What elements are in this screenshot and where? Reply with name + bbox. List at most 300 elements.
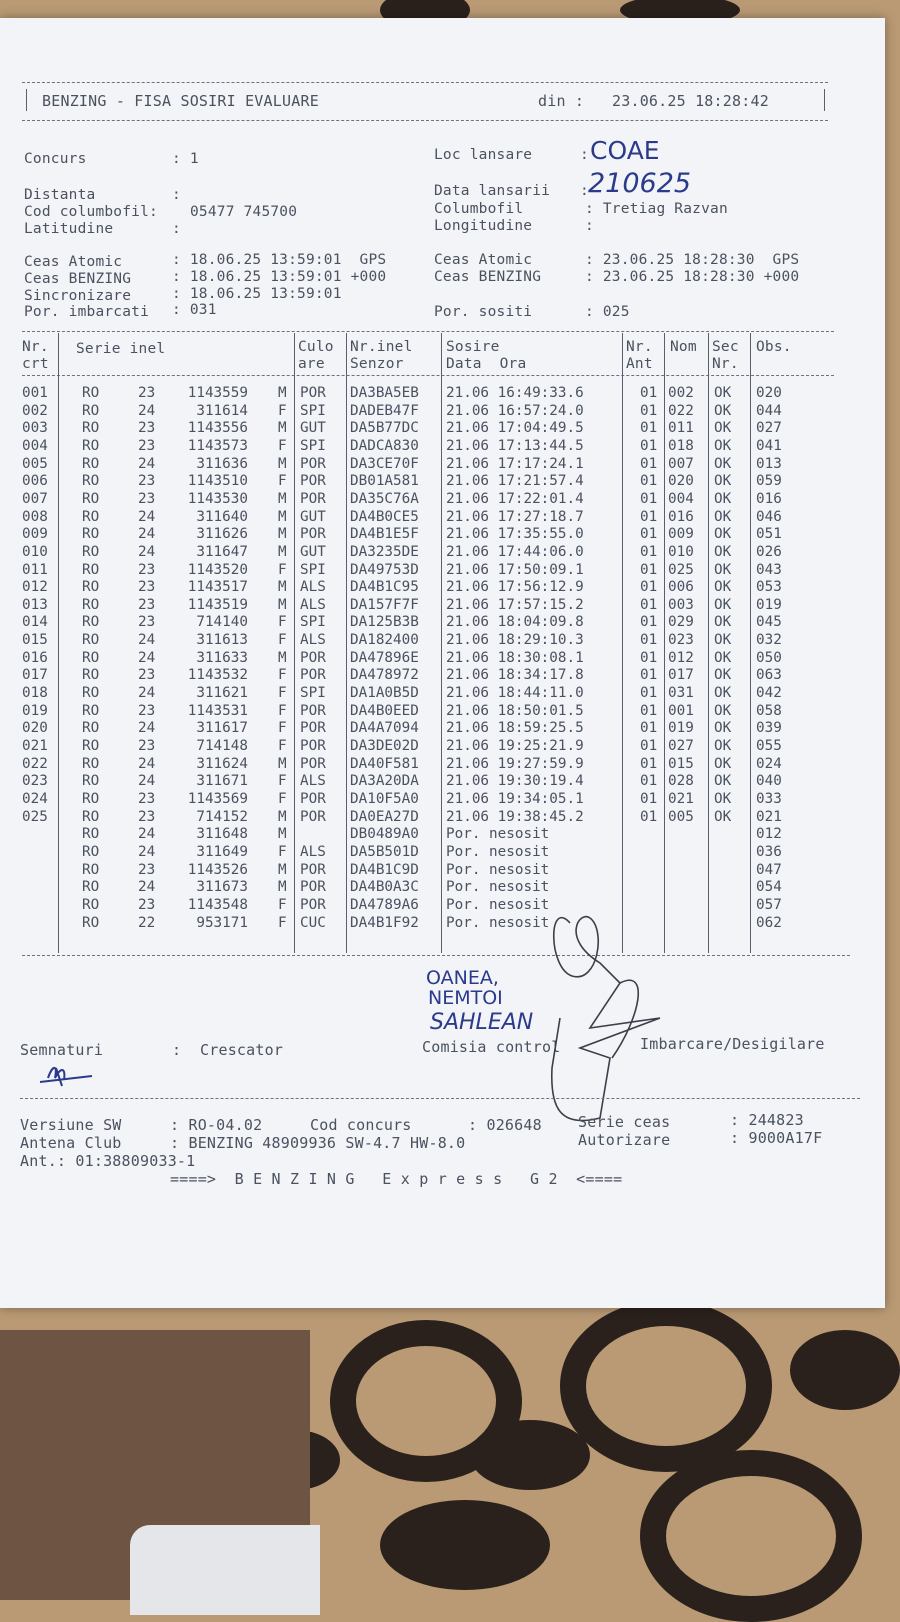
row-sosire: Por. nesosit — [446, 879, 550, 896]
row-tara: RO — [82, 596, 100, 613]
row-an: 24 — [138, 720, 156, 737]
row-sec: OK — [714, 420, 732, 437]
row-ant: 01 — [640, 614, 658, 631]
crescator-label: Crescator — [200, 1041, 284, 1059]
row-an: 23 — [138, 385, 156, 401]
row-senzor: DA5B77DC — [350, 420, 419, 437]
row-nom: 003 — [668, 596, 694, 613]
row-ant: 01 — [640, 385, 658, 401]
row-obs: 040 — [756, 773, 782, 790]
row-tara: RO — [82, 614, 100, 631]
row-sosire: 21.06 18:29:10.3 — [446, 632, 584, 649]
row-ant: 01 — [640, 561, 658, 578]
row-sosire: 21.06 18:59:25.5 — [446, 720, 584, 737]
row-sosire: 21.06 17:04:49.5 — [446, 420, 584, 437]
row-obs: 053 — [756, 579, 782, 596]
row-ant: 01 — [640, 437, 658, 454]
row-sosire: 21.06 17:21:57.4 — [446, 473, 584, 490]
col-senzor-header-2: Senzor — [350, 356, 404, 372]
row-culoare: CUC — [300, 914, 326, 931]
col-culoare-header-2: are — [298, 356, 325, 372]
row-inel: 311617 — [196, 720, 248, 737]
row-inel: 714140 — [196, 614, 248, 631]
loc-lansare-label: Loc lansare — [434, 147, 533, 163]
row-senzor: DA4789A6 — [350, 896, 419, 913]
row-nr: 003 — [22, 420, 48, 437]
row-tara: RO — [82, 808, 100, 825]
row-an: 24 — [138, 632, 156, 649]
row-senzor: DA125B3B — [350, 614, 419, 631]
row-nr: 025 — [22, 808, 48, 825]
row-nr: 021 — [22, 738, 48, 754]
row-nr: 016 — [22, 649, 48, 666]
col-nr-inel-header-1: Nr.inel — [350, 339, 413, 355]
row-an: 23 — [138, 490, 156, 507]
row-sec: OK — [714, 455, 732, 472]
row-an: 23 — [138, 790, 156, 807]
row-inel: 714148 — [196, 738, 248, 754]
row-tara: RO — [82, 385, 100, 401]
row-an: 24 — [138, 402, 156, 419]
row-obs: 041 — [756, 437, 782, 454]
row-sosire: 21.06 18:34:17.8 — [446, 667, 584, 684]
row-ant: 01 — [640, 596, 658, 613]
col-sec-nr-header-1: Sec — [712, 339, 739, 355]
row-sec: OK — [714, 667, 732, 684]
row-tara: RO — [82, 579, 100, 596]
row-sec: OK — [714, 526, 732, 543]
row-sec: OK — [714, 543, 732, 560]
row-sosire: Por. nesosit — [446, 861, 550, 878]
longitudine-label: Longitudine — [434, 218, 533, 234]
row-senzor: DADEB47F — [350, 402, 419, 419]
sincronizare-label: Sincronizare — [24, 288, 132, 304]
row-sex: M — [278, 826, 287, 843]
row-nom: 023 — [668, 632, 694, 649]
row-sosire: 21.06 17:57:15.2 — [446, 596, 584, 613]
row-inel: 1143510 — [187, 473, 248, 490]
row-culoare: POR — [300, 879, 326, 896]
row-sec: OK — [714, 702, 732, 719]
row-nr: 010 — [22, 543, 48, 560]
row-culoare: POR — [300, 473, 326, 490]
row-ant: 01 — [640, 649, 658, 666]
semnaturi-colon: : — [172, 1041, 182, 1059]
row-sosire: Por. nesosit — [446, 843, 550, 860]
row-ant: 01 — [640, 790, 658, 807]
row-senzor: DA35C76A — [350, 490, 419, 507]
row-tara: RO — [82, 720, 100, 737]
row-sosire: 21.06 19:25:21.9 — [446, 738, 584, 754]
row-senzor: DA49753D — [350, 561, 419, 578]
row-obs: 058 — [756, 702, 782, 719]
row-nom: 017 — [668, 667, 694, 684]
col-serie-inel-header: Serie inel — [76, 341, 166, 357]
row-nr: 001 — [22, 385, 48, 401]
row-sex: M — [278, 508, 287, 525]
row-sec: OK — [714, 649, 732, 666]
row-ant: 01 — [640, 455, 658, 472]
row-sec: OK — [714, 738, 732, 754]
row-sosire: 21.06 19:34:05.1 — [446, 790, 584, 807]
cod-concurs-label: Cod concurs — [310, 1116, 412, 1134]
row-tara: RO — [82, 473, 100, 490]
row-inel: 311633 — [196, 649, 248, 666]
row-an: 24 — [138, 826, 156, 843]
row-senzor: DA3CE70F — [350, 455, 419, 472]
row-an: 24 — [138, 685, 156, 702]
row-obs: 021 — [756, 808, 782, 825]
row-nr: 015 — [22, 632, 48, 649]
row-sosire: 21.06 17:27:18.7 — [446, 508, 584, 525]
row-senzor: DA3BA5EB — [350, 385, 419, 401]
row-sex: F — [278, 843, 287, 860]
row-tara: RO — [82, 914, 100, 931]
row-nom: 010 — [668, 543, 694, 560]
serie-ceas-label: Serie ceas — [578, 1113, 671, 1131]
date-label: din : — [538, 92, 585, 110]
row-an: 23 — [138, 614, 156, 631]
print-timestamp: 23.06.25 18:28:42 — [612, 92, 769, 110]
row-sosire: 21.06 17:56:12.9 — [446, 579, 584, 596]
row-an: 23 — [138, 861, 156, 878]
row-culoare: POR — [300, 896, 326, 913]
row-inel: 311624 — [196, 755, 248, 772]
row-nom: 031 — [668, 685, 694, 702]
row-nr: 009 — [22, 526, 48, 543]
col-sosire-header-1: Sosire — [446, 339, 500, 355]
por-sositi-label: Por. sositi — [434, 304, 533, 320]
row-an: 24 — [138, 755, 156, 772]
row-nr: 017 — [22, 667, 48, 684]
row-inel: 1143520 — [187, 561, 248, 578]
row-sosire: 21.06 18:50:01.5 — [446, 702, 584, 719]
row-sex: F — [278, 402, 287, 419]
row-an: 24 — [138, 879, 156, 896]
row-sosire: 21.06 16:57:24.0 — [446, 402, 584, 419]
antena-club-value: : BENZING 48909936 SW-4.7 HW-8.0 — [170, 1134, 466, 1152]
row-nr: 024 — [22, 790, 48, 807]
ceas-benzing-start-label: Ceas BENZING — [24, 271, 132, 287]
row-obs: 027 — [756, 420, 782, 437]
row-culoare: POR — [300, 667, 326, 684]
row-sec: OK — [714, 632, 732, 649]
ceas-benzing-start-value: : 18.06.25 13:59:01 +000 — [172, 269, 387, 285]
row-nom: 021 — [668, 790, 694, 807]
row-senzor: DA3DE02D — [350, 738, 419, 754]
row-obs: 054 — [756, 879, 782, 896]
row-an: 23 — [138, 896, 156, 913]
row-nr: 007 — [22, 490, 48, 507]
row-inel: 311648 — [196, 826, 248, 843]
row-senzor: DA5B501D — [350, 843, 419, 860]
row-inel: 311671 — [196, 773, 248, 790]
row-sosire: Por. nesosit — [446, 896, 550, 913]
row-tara: RO — [82, 649, 100, 666]
row-inel: 1143517 — [187, 579, 248, 596]
row-sex: M — [278, 385, 287, 401]
row-obs: 062 — [756, 914, 782, 931]
row-senzor: DB01A581 — [350, 473, 419, 490]
row-obs: 059 — [756, 473, 782, 490]
row-tara: RO — [82, 543, 100, 560]
row-an: 23 — [138, 702, 156, 719]
row-sex: M — [278, 579, 287, 596]
row-culoare: ALS — [300, 773, 326, 790]
row-inel: 311673 — [196, 879, 248, 896]
row-senzor: DA4A7094 — [350, 720, 419, 737]
row-an: 24 — [138, 773, 156, 790]
row-inel: 1143530 — [187, 490, 248, 507]
row-tara: RO — [82, 896, 100, 913]
row-obs: 051 — [756, 526, 782, 543]
row-senzor: DA40F581 — [350, 755, 419, 772]
row-sex: F — [278, 896, 287, 913]
col-culoare-header-1: Culo — [298, 339, 334, 355]
row-nom: 012 — [668, 649, 694, 666]
row-obs: 033 — [756, 790, 782, 807]
row-senzor: DA10F5A0 — [350, 790, 419, 807]
row-sex: F — [278, 720, 287, 737]
row-an: 24 — [138, 508, 156, 525]
row-nr: 013 — [22, 596, 48, 613]
footer-border — [20, 1098, 860, 1099]
row-culoare: POR — [300, 720, 326, 737]
row-sex: M — [278, 755, 287, 772]
row-senzor: DA4B1E5F — [350, 526, 419, 543]
col-nom-header: Nom — [670, 339, 697, 355]
ceas-atomic-start-value: : 18.06.25 13:59:01 GPS — [172, 252, 387, 268]
row-senzor: DB0489A0 — [350, 826, 419, 843]
row-sex: F — [278, 738, 287, 754]
row-sex: M — [278, 490, 287, 507]
row-nom: 002 — [668, 385, 694, 401]
row-nr: 023 — [22, 773, 48, 790]
row-culoare: POR — [300, 490, 326, 507]
row-ant: 01 — [640, 808, 658, 825]
row-nr: 005 — [22, 455, 48, 472]
row-obs: 032 — [756, 632, 782, 649]
row-tara: RO — [82, 843, 100, 860]
row-obs: 043 — [756, 561, 782, 578]
row-nom: 007 — [668, 455, 694, 472]
row-culoare: SPI — [300, 437, 326, 454]
row-senzor: DA3235DE — [350, 543, 419, 560]
row-senzor: DA157F7F — [350, 596, 419, 613]
row-ant: 01 — [640, 755, 658, 772]
row-obs: 013 — [756, 455, 782, 472]
row-obs: 012 — [756, 826, 782, 843]
antena-id: Ant.: 01:38809033-1 — [20, 1152, 196, 1170]
row-sosire: 21.06 17:22:01.4 — [446, 490, 584, 507]
col-obs-header: Obs. — [756, 339, 792, 355]
row-an: 24 — [138, 649, 156, 666]
row-obs: 039 — [756, 720, 782, 737]
antena-club-label: Antena Club — [20, 1134, 122, 1152]
row-obs: 020 — [756, 385, 782, 401]
row-tara: RO — [82, 508, 100, 525]
row-an: 23 — [138, 596, 156, 613]
row-obs: 047 — [756, 861, 782, 878]
row-culoare: ALS — [300, 579, 326, 596]
row-tara: RO — [82, 790, 100, 807]
row-inel: 1143526 — [187, 861, 248, 878]
row-sec: OK — [714, 579, 732, 596]
ceas-atomic-start-label: Ceas Atomic — [24, 254, 123, 270]
row-nom: 001 — [668, 702, 694, 719]
row-sec: OK — [714, 685, 732, 702]
row-sex: F — [278, 914, 287, 931]
row-culoare: POR — [300, 385, 326, 401]
row-sec: OK — [714, 614, 732, 631]
row-obs: 026 — [756, 543, 782, 560]
distanta-label: Distanta — [24, 187, 96, 203]
row-sex: F — [278, 632, 287, 649]
row-culoare: POR — [300, 455, 326, 472]
row-tara: RO — [82, 490, 100, 507]
row-an: 24 — [138, 526, 156, 543]
row-sosire: Por. nesosit — [446, 914, 550, 931]
row-senzor: DA4B0EED — [350, 702, 419, 719]
shirt-cuff — [130, 1525, 320, 1615]
row-ant: 01 — [640, 667, 658, 684]
row-an: 23 — [138, 561, 156, 578]
row-culoare: POR — [300, 861, 326, 878]
row-inel: 1143573 — [187, 437, 248, 454]
row-senzor: DA0EA27D — [350, 808, 419, 825]
imbarcare-desigilare-label: Imbarcare/Desigilare — [640, 1035, 825, 1053]
row-obs: 024 — [756, 755, 782, 772]
row-sec: OK — [714, 402, 732, 419]
row-nom: 019 — [668, 720, 694, 737]
row-obs: 055 — [756, 738, 782, 754]
row-obs: 019 — [756, 596, 782, 613]
autorizare-value: : 9000A17F — [730, 1129, 823, 1147]
row-senzor: DA4B0A3C — [350, 879, 419, 896]
columbofil-label: Columbofil — [434, 201, 524, 217]
handwritten-name-1: OANEA, — [426, 967, 499, 989]
autorizare-label: Autorizare — [578, 1131, 671, 1149]
row-sosire: Por. nesosit — [446, 826, 550, 843]
row-nom: 004 — [668, 490, 694, 507]
row-inel: 311647 — [196, 543, 248, 560]
row-nr: 019 — [22, 702, 48, 719]
row-sosire: 21.06 17:17:24.1 — [446, 455, 584, 472]
row-culoare: GUT — [300, 543, 326, 560]
row-culoare: POR — [300, 755, 326, 772]
row-sex: M — [278, 861, 287, 878]
data-lansarii-label: Data lansarii — [434, 183, 551, 199]
latitudine-value: : — [172, 221, 181, 237]
row-senzor: DA4B0CE5 — [350, 508, 419, 525]
handwritten-name-2: NEMTOI — [428, 987, 503, 1009]
row-ant: 01 — [640, 490, 658, 507]
row-obs: 045 — [756, 614, 782, 631]
row-culoare: SPI — [300, 561, 326, 578]
ceas-atomic-end-label: Ceas Atomic — [434, 252, 533, 268]
row-sex: M — [278, 649, 287, 666]
row-ant: 01 — [640, 685, 658, 702]
row-tara: RO — [82, 738, 100, 754]
row-ant: 01 — [640, 773, 658, 790]
row-obs: 063 — [756, 667, 782, 684]
row-culoare: POR — [300, 808, 326, 825]
row-nom: 009 — [668, 526, 694, 543]
row-ant: 01 — [640, 526, 658, 543]
row-sec: OK — [714, 561, 732, 578]
row-sosire: 21.06 19:38:45.2 — [446, 808, 584, 825]
row-tara: RO — [82, 667, 100, 684]
row-tara: RO — [82, 702, 100, 719]
row-sosire: 21.06 16:49:33.6 — [446, 385, 584, 401]
row-culoare: POR — [300, 738, 326, 754]
loc-lansare-colon: : — [580, 147, 589, 163]
row-inel: 311626 — [196, 526, 248, 543]
row-sec: OK — [714, 720, 732, 737]
row-an: 24 — [138, 843, 156, 860]
row-sec: OK — [714, 808, 732, 825]
row-nom: 022 — [668, 402, 694, 419]
row-tara: RO — [82, 402, 100, 419]
row-sex: M — [278, 596, 287, 613]
row-ant: 01 — [640, 420, 658, 437]
row-inel: 1143519 — [187, 596, 248, 613]
row-culoare: ALS — [300, 632, 326, 649]
row-nr: 014 — [22, 614, 48, 631]
loc-lansare-handwritten: COAE — [590, 136, 660, 165]
row-nr: 012 — [22, 579, 48, 596]
semnaturi-label: Semnaturi — [20, 1041, 104, 1059]
row-culoare: POR — [300, 702, 326, 719]
row-senzor: DA3A20DA — [350, 773, 419, 790]
row-sosire: 21.06 17:50:09.1 — [446, 561, 584, 578]
cod-columbofil-label: Cod columbofil: — [24, 204, 158, 220]
sheet-title: BENZING - FISA SOSIRI EVALUARE — [42, 92, 319, 110]
row-culoare: POR — [300, 649, 326, 666]
row-ant: 01 — [640, 543, 658, 560]
row-sex: F — [278, 702, 287, 719]
row-an: 23 — [138, 420, 156, 437]
row-an: 23 — [138, 473, 156, 490]
row-sex: M — [278, 420, 287, 437]
row-tara: RO — [82, 755, 100, 772]
row-inel: 311640 — [196, 508, 248, 525]
row-sex: M — [278, 543, 287, 560]
sincronizare-value: : 18.06.25 13:59:01 — [172, 286, 342, 302]
row-sex: F — [278, 685, 287, 702]
row-inel: 311614 — [196, 402, 248, 419]
row-nom: 016 — [668, 508, 694, 525]
row-nom: 018 — [668, 437, 694, 454]
row-an: 23 — [138, 667, 156, 684]
row-tara: RO — [82, 455, 100, 472]
row-sex: F — [278, 437, 287, 454]
por-imbarcati-label: Por. imbarcati — [24, 304, 150, 320]
ceas-benzing-end-value: : 23.06.25 18:28:30 +000 — [585, 269, 800, 285]
row-sec: OK — [714, 790, 732, 807]
distanta-value: : — [172, 187, 181, 203]
row-culoare: SPI — [300, 402, 326, 419]
row-tara: RO — [82, 879, 100, 896]
row-sex: F — [278, 773, 287, 790]
col-nr-crt-header-1: Nr. — [22, 339, 49, 355]
handwritten-name-3: SAHLEAN — [430, 1010, 534, 1035]
row-senzor: DA1A0B5D — [350, 685, 419, 702]
data-lansarii-colon: : — [580, 183, 589, 199]
benzing-brand-line: ====> B E N Z I N G E x p r e s s G 2 <==== — [170, 1170, 623, 1188]
row-sec: OK — [714, 473, 732, 490]
row-nom: 005 — [668, 808, 694, 825]
